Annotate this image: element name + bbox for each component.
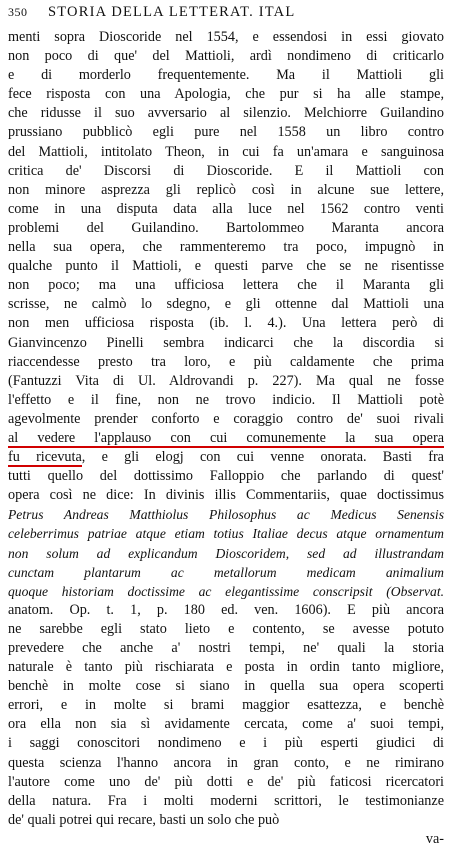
text-line: critica de' Discorsi di Dioscoride. E il Mattioli con (8, 162, 444, 179)
text-line-underlined (8, 429, 444, 448)
page-number: 350 (8, 5, 28, 19)
text-line: problemi del Guilandino. Bartolommeo Maranta ancora (8, 219, 444, 236)
text-line-underlined (8, 448, 444, 467)
text-line: questa scienza l'hanno ancora in gran conto, e ne rimirano (8, 754, 444, 771)
text-line-rest: , e gli elogj con cui venne onorata. Basti fra (81, 449, 444, 466)
text-line-italic: non solum ad explicandum Dioscoridem, sed ad illustrandam (8, 545, 444, 561)
text-line: fece risposta con una Apologia, che pur si ha alle stampe, (8, 86, 444, 103)
text-line: l'autore come uno de' più dotti e de' più faticosi ricercatori (8, 773, 444, 790)
text-line: tutti quello del dottissimo Falloppio che parlando di quest' (8, 468, 444, 485)
text-line: menti sopra Dioscoride nel 1554, e essendosi in essi giovato (8, 29, 444, 45)
text-line: non poco di que' del Mattioli, ardì nondimeno di criticarlo (8, 48, 444, 65)
text-line: Gianvincenzo Pinelli sembra indicarci che la discordia si (8, 334, 444, 351)
text-line: nella sua opera, che rammenteremo tra poco, impugnò in (8, 239, 444, 256)
text-line-italic: celeberrimus patriae atque etiam totius Italiae decus atque ornamentum (8, 526, 444, 542)
running-title: STORIA DELLA LETTERAT. ITAL (48, 4, 296, 20)
text-line: del Mattioli, intitolato Theon, in cui fa un'amara e sanguinosa (8, 143, 444, 160)
text-line: i saggi conoscitori nondimeno e i più esperti giudici di (8, 735, 444, 752)
text-line: errori, e in molte si brami maggior esattezza, e benchè (8, 697, 444, 714)
text-line: opera così ne dice: In divinis illis Commentariis, quae doctissimus (8, 487, 444, 504)
text-line: non men ufficiosa risposta (ib. l. 4.). Una lettera però di (8, 315, 444, 332)
text-line: riaccendesse presto tra loro, e più caldamente che prima (8, 353, 444, 370)
text-line-italic: cunctam plantarum ac metallorum medicam animalium (8, 564, 444, 580)
text-line: de' quali potrei qui recare, basti un solo che può (8, 811, 280, 828)
text-line: che ridusse il suo avversario al silenzio. Melchiorre Guilandino (8, 105, 444, 122)
text-line: non minore asprezza gli replicò così in alcune sue lettere, (8, 181, 444, 198)
text-line: agevolmente prender conforto e coraggio contro de' suoi rivali (8, 410, 444, 427)
text-line: non poco; ma una ufficiosa lettera che il Maranta gli (8, 277, 444, 294)
text-line: anatom. Op. t. 1, p. 180 ed. ven. 1606). E più ancora (8, 601, 444, 618)
text-line-italic: quoque historiam doctissime ac elegantissime conscripsit (Observat. (8, 583, 444, 599)
text-line: benchè in molte cose si siano in quella sua opera scoperti (8, 678, 444, 695)
text-line: come in una disputa data alla luce nel 1562 contro venti (8, 200, 444, 217)
text-line: e di morderlo frequentemente. Ma il Mattioli gli (8, 67, 444, 84)
text-line: qualche punto il Mattioli, e questi parve che se ne risentisse (8, 258, 444, 275)
text-line: prussiano pubblicò egli pure nel 1558 un libro contro (8, 124, 444, 141)
text-line-italic: Petrus Andreas Matthiolus Philosophus ac Medicus Senensis (8, 507, 444, 523)
page-header (8, 4, 444, 26)
text-line: naturale è tanto più rischiarata e posta in ordin tanto migliore, (8, 659, 444, 676)
underline-span: al vedere l'applauso con cui comunemente la sua opera (8, 429, 444, 446)
page-body (8, 28, 444, 849)
catchword: va- (425, 830, 444, 847)
text-line: (Fantuzzi Vita di Ul. Aldrovandi p. 227). Ma qual ne fosse (8, 372, 444, 389)
text-line: scrisse, ne calmò lo sdegno, e gli ottenne dal Mattioli una (8, 296, 444, 313)
text-line: ora ella non sia sì avidamente cercata, come a' suoi tempi, (8, 716, 444, 733)
text-line: della natura. Fra i molti moderni scrittori, le testimonianze (8, 792, 444, 809)
text-line: l'effetto e il fine, non ne trovo indicio. Il Mattioli potè (8, 391, 444, 408)
underline-span: fu ricevuta (8, 449, 82, 466)
text-line: ne sarebbe egli stato lieto e contento, se avesse potuto (8, 620, 444, 637)
text-line: prevedere che anche a' nostri tempi, ne' quali la storia (8, 640, 444, 656)
